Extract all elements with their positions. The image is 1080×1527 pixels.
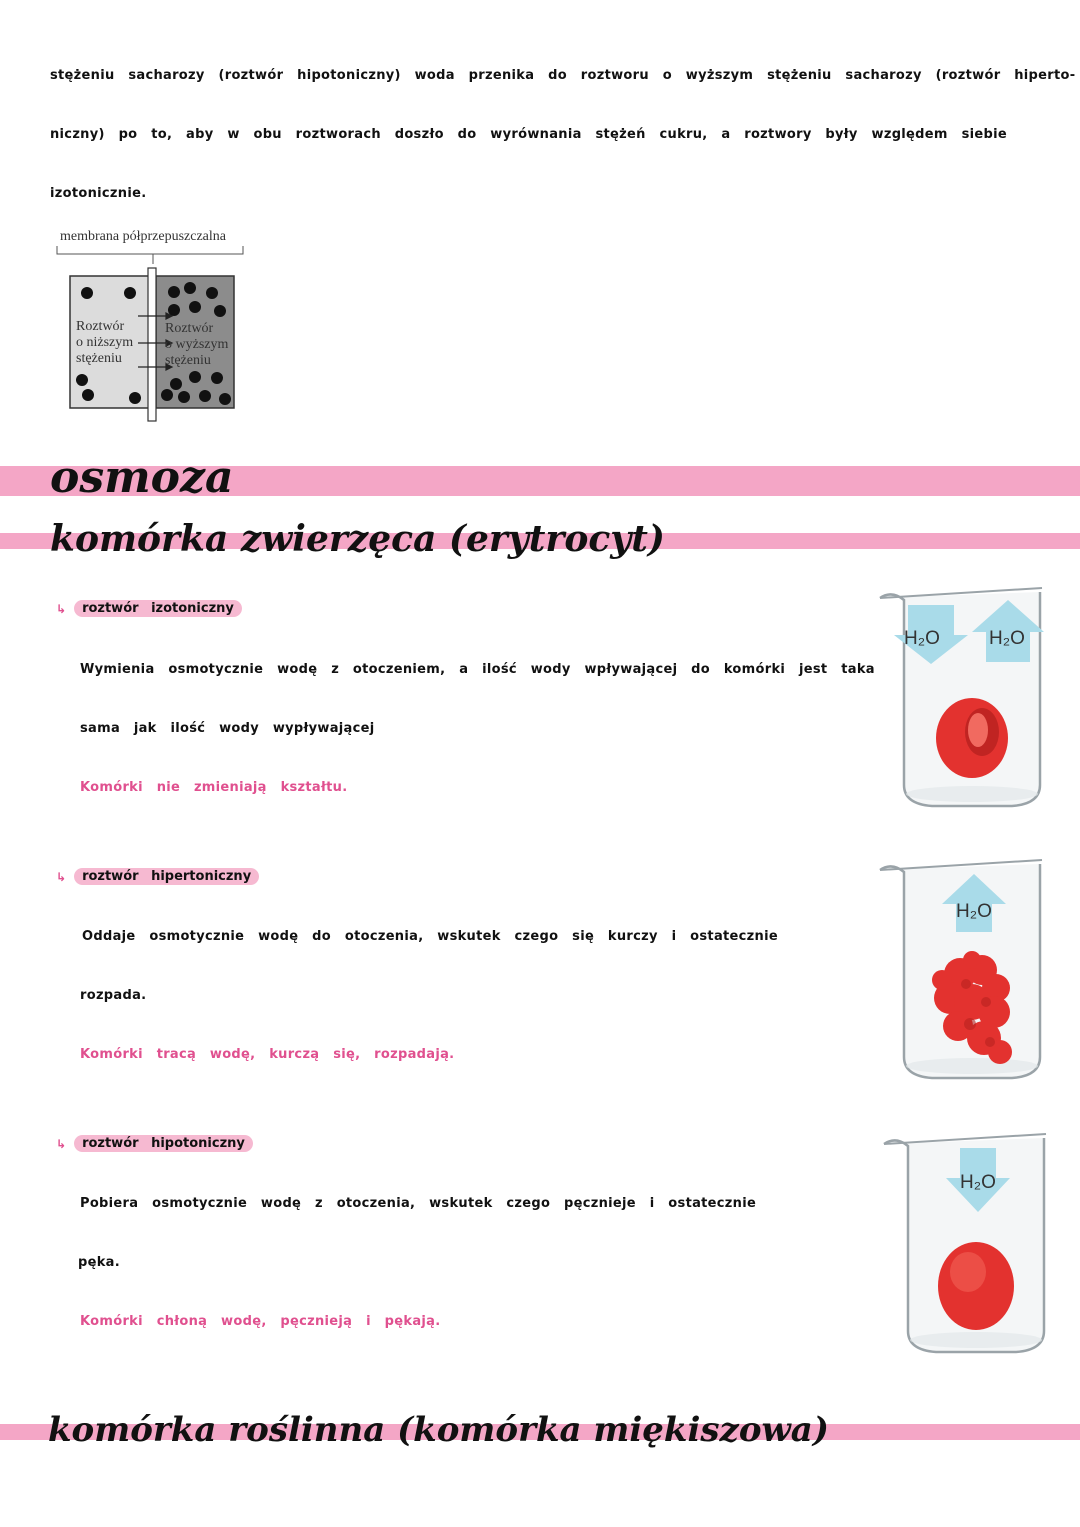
left-label-2: o niższym <box>76 335 134 350</box>
h2o-label-in: H₂O <box>960 1172 996 1193</box>
intro-line-2: niczny) po to, aby w obu roztworach doszło do wyrównania stężeń cukru, a roztwory były względem siebie <box>50 127 1007 142</box>
heading-animal-cell: komórka zwierzęca (erytrocyt) <box>50 518 665 560</box>
isotonic-summary: Komórki nie zmieniają kształtu. <box>80 780 348 795</box>
heading-osmoza: osmoza <box>50 452 234 503</box>
h2o-label-out: H₂O <box>956 901 992 922</box>
arrow-icon: ↳ <box>56 869 67 884</box>
beaker-hypertonic <box>872 852 1052 1087</box>
arrow-icon: ↳ <box>56 1136 67 1151</box>
left-label-1: Roztwór <box>76 319 125 334</box>
hypotonic-text-1: Pobiera osmotycznie wodę z otoczenia, wskutek czego pęcznieje i ostatecznie <box>80 1196 757 1211</box>
right-label-1: Roztwór <box>165 321 214 336</box>
left-label-3: stężeniu <box>76 351 122 366</box>
h2o-label-in: H₂O <box>904 628 940 649</box>
pill-label: roztwór hipotoniczny <box>74 1135 253 1152</box>
h2o-label-out: H₂O <box>989 628 1025 649</box>
hypertonic-text-2: rozpada. <box>80 988 147 1003</box>
right-label-2: o wyższym <box>165 337 229 352</box>
membrane <box>148 268 156 421</box>
heading-plant-cell: komórka roślinna (komórka miękiszowa) <box>48 1410 829 1450</box>
section-hypertonic-title <box>56 868 259 885</box>
intro-line-1: stężeniu sacharozy (roztwór hipotoniczny) woda przenika do roztworu o wyższym stężeniu sacharozy (roztwór hiperto- <box>50 68 1076 83</box>
arrow-icon: ↳ <box>56 601 67 616</box>
section-isotonic-title <box>56 600 242 617</box>
hypotonic-summary: Komórki chłoną wodę, pęcznieją i pękają. <box>80 1314 441 1329</box>
beaker-isotonic <box>872 580 1052 815</box>
intro-line-3: izotonicznie. <box>50 186 147 201</box>
right-label-3: stężeniu <box>165 353 211 368</box>
isotonic-text-1: Wymienia osmotycznie wodę z otoczeniem, a ilość wody wpływającej do komórki jest taka <box>80 662 875 677</box>
isotonic-text-2: sama jak ilość wody wypływającej <box>80 721 375 736</box>
beaker-hypotonic <box>876 1126 1056 1361</box>
membrane-caption: membrana półprzepuszczalna <box>60 229 226 244</box>
osmosis-diagram <box>50 244 250 429</box>
section-hypotonic-title <box>56 1135 253 1152</box>
hypertonic-summary: Komórki tracą wodę, kurczą się, rozpadają. <box>80 1047 455 1062</box>
pill-label: roztwór izotoniczny <box>74 600 242 617</box>
hypotonic-text-2: pęka. <box>78 1255 120 1270</box>
hypertonic-text-1: Oddaje osmotycznie wodę do otoczenia, wskutek czego się kurczy i ostatecznie <box>82 929 778 944</box>
pill-label: roztwór hipertoniczny <box>74 868 259 885</box>
